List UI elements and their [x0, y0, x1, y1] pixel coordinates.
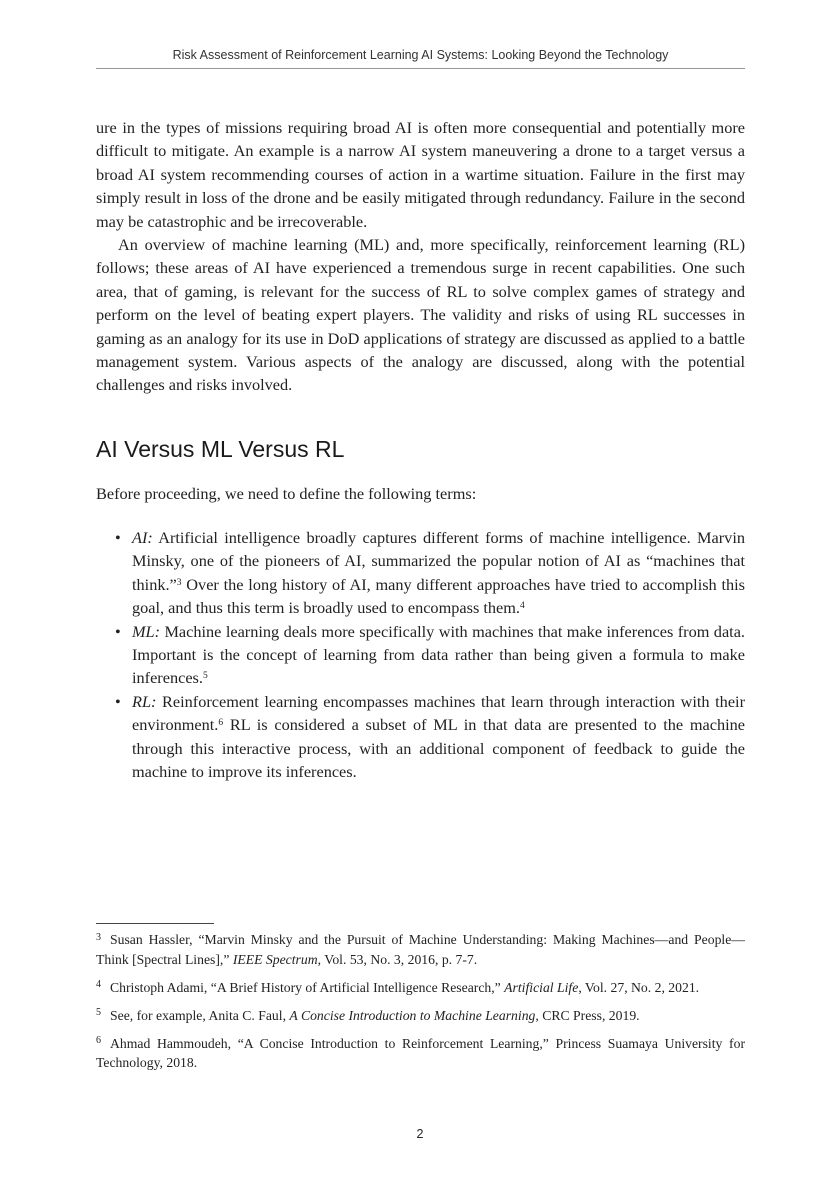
page-number: 2: [416, 1127, 424, 1141]
footnote: [96, 1034, 745, 1073]
footnote-text: Ahmad Hammoudeh, “A Concise Introduction to Reinforcement Learning,” Princess Suamaya University for Technology, 2018.: [96, 1035, 745, 1070]
footnote-source-title: IEEE Spectrum: [232, 951, 318, 967]
footnote: [96, 1006, 745, 1026]
definition-text: Reinforcement learning encompasses machines that learn through interaction with their environment.: [132, 691, 745, 735]
definition-text: Over the long history of AI, many different approaches have tried to accomplish this goal, and thus this term is broadly used to encompass them.: [132, 574, 745, 618]
bullet-icon: •: [115, 691, 121, 711]
body-text: [96, 116, 745, 397]
footnote-ref[interactable]: 6: [218, 718, 224, 729]
footnote-ref[interactable]: 3: [176, 577, 182, 588]
definition-term: AI:: [132, 528, 153, 547]
footnote-divider: [96, 923, 214, 924]
header-divider: [96, 68, 745, 69]
footnote-text: , Vol. 53, No. 3, 2016, p. 7-7.: [317, 951, 478, 967]
definition-list: [96, 526, 745, 783]
definition-item-rl: [96, 690, 745, 784]
definition-item-ai: [96, 526, 745, 620]
footnote: [96, 930, 745, 969]
footnote-number: 5: [96, 1007, 101, 1018]
bullet-icon: •: [115, 621, 121, 641]
footnote-text: Christoph Adami, “A Brief History of Artificial Intelligence Research,”: [110, 979, 505, 995]
definition-term: RL:: [132, 691, 157, 711]
footnote-ref[interactable]: 5: [202, 671, 208, 682]
footnote-number: 4: [96, 979, 101, 990]
running-header-title: Risk Assessment of Reinforcement Learning AI Systems: Looking Beyond the Technology: [172, 48, 669, 62]
section-heading: AI Versus ML Versus RL: [96, 436, 345, 462]
definition-text: Artificial intelligence broadly captures different forms of machine intelligence. Marvin Minsky, one of the pioneers of AI, summarized the popular notion of AI as “machines that think.”: [132, 528, 745, 594]
section-intro: Before proceeding, we need to define the following terms:: [96, 484, 477, 503]
definition-text: Machine learning deals more specifically with machines that make inferences from data. Important is the concept of learning from data rather than being given a formula to make inferences.: [132, 621, 745, 688]
footnote-text: See, for example, Anita C. Faul,: [110, 1007, 290, 1023]
footnotes: [96, 930, 745, 1081]
footnote-number: 6: [96, 1035, 101, 1046]
body-paragraph: ure in the types of missions requiring broad AI is often more consequential and potentially more difficult to mitigate. An example is a narrow AI system maneuvering a drone to a target versus a broad AI system recommending courses of action in a wartime situation. Failure in the first may simply result in loss of the drone and be easily mitigated through redundancy. Failure in the second may be catastrophic and be irrecoverable.: [96, 118, 745, 231]
footnote: [96, 978, 745, 998]
footnote-text: Susan Hassler, “Marvin Minsky and the Pursuit of Machine Understanding: Making Machines—and People—Think [Spectral Lines],”: [96, 932, 745, 967]
footnote-source-title: Artificial Life: [504, 979, 579, 995]
definition-text: RL is considered a subset of ML in that data are presented to the machine through this interactive process, with an additional component of feedback to guide the machine to improve its inferences.: [132, 715, 745, 782]
footnote-ref[interactable]: 4: [519, 601, 525, 611]
body-paragraph: An overview of machine learning (ML) and, more specifically, reinforcement learning (RL) follows; these areas of AI have experienced a tremendous surge in recent capabilities. One such area, that of gaming, is relevant for the success of RL to solve complex games of strategy and perform on the level of beating expert players. The validity and risks of using RL successes in gaming as an analogy for its use in DoD applications of strategy are discussed as applied to a battle management system. Various aspects of the analogy are discussed, along with the potential challenges and risks involved.: [96, 235, 745, 395]
footnote-text: , CRC Press, 2019.: [535, 1007, 640, 1023]
definition-item-ml: [96, 620, 745, 690]
footnote-number: 3: [96, 931, 101, 943]
bullet-icon: •: [115, 528, 121, 547]
definition-term: ML:: [132, 621, 161, 641]
footnote-text: , Vol. 27, No. 2, 2021.: [578, 979, 700, 995]
footnote-source-title: A Concise Introduction to Machine Learning: [289, 1007, 536, 1023]
